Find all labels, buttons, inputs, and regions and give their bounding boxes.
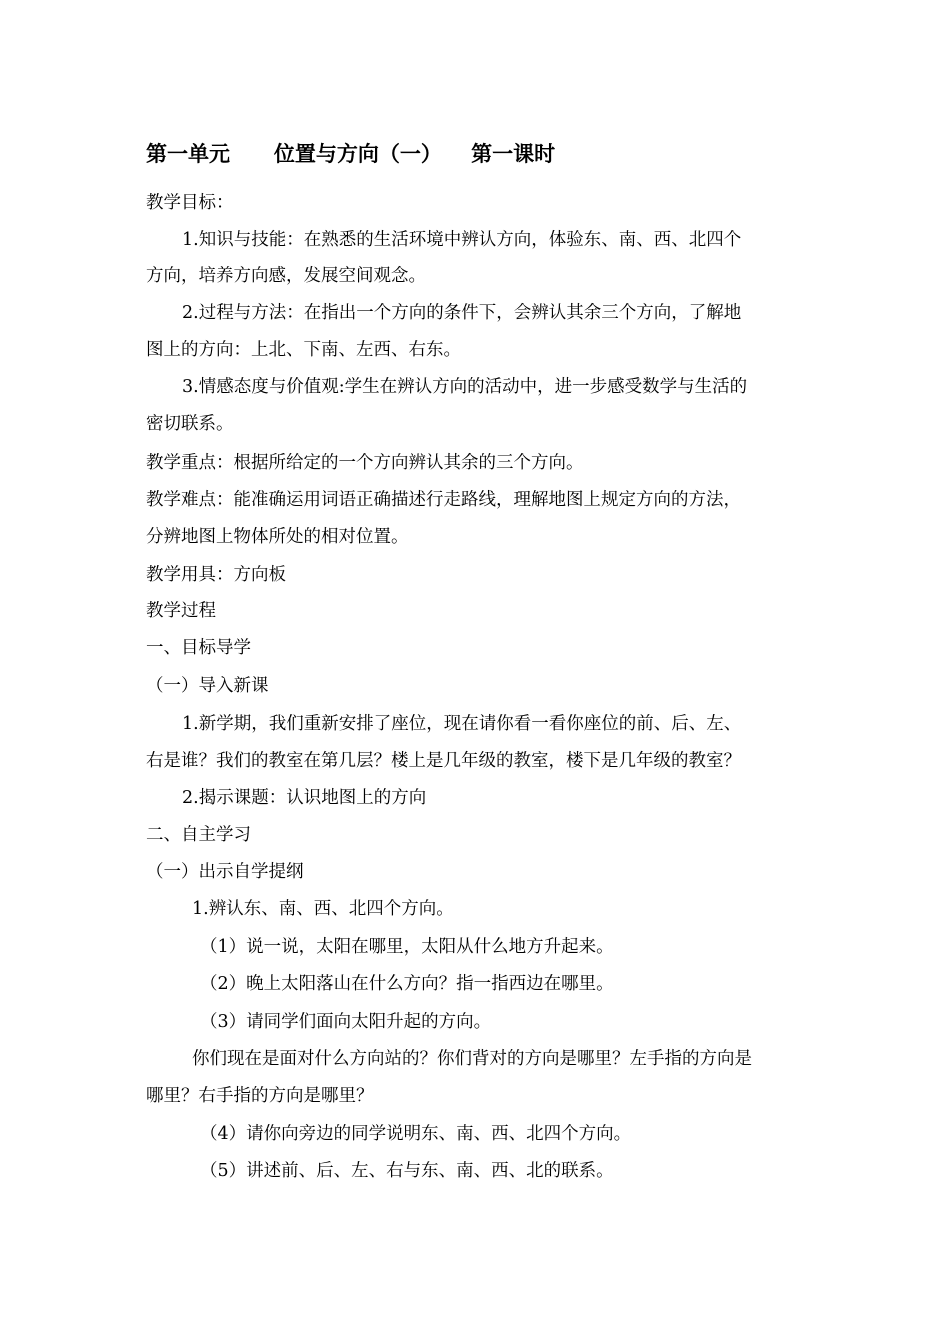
intro-item-1-line-1: 1.新学期，我们重新安排了座位，现在请你看一看你座位的前、后、左、 (182, 714, 742, 734)
goal-2-line-1: 2.过程与方法：在指出一个方向的条件下，会辨认其余三个方向，了解地 (182, 303, 742, 323)
intro-item-2: 2.揭示课题：认识地图上的方向 (182, 788, 427, 808)
teaching-difficulty-line-1: 教学难点：能准确运用词语正确描述行走路线，理解地图上规定方向的方法， (146, 490, 741, 510)
goal-2-line-2: 图上的方向：上北、下南、左西、右东。 (146, 340, 461, 360)
intro-item-1-line-2: 右是谁？我们的教室在第几层？楼上是几年级的教室，楼下是几年级的教室？ (146, 751, 741, 771)
outline-item-1: 1.辨认东、南、西、北四个方向。 (192, 899, 454, 919)
goal-1-line-2: 方向，培养方向感，发展空间观念。 (146, 266, 426, 286)
subsection-1-1-heading: （一）导入新课 (146, 676, 269, 696)
outline-question-line-1: 你们现在是面对什么方向站的？你们背对的方向是哪里？左手指的方向是 (192, 1049, 752, 1069)
outline-question-line-2: 哪里？右手指的方向是哪里？ (146, 1086, 374, 1106)
outline-sub-4: （4）请你向旁边的同学说明东、南、西、北四个方向。 (200, 1124, 632, 1144)
goal-1-line-1: 1.知识与技能：在熟悉的生活环境中辨认方向，体验东、南、西、北四个 (182, 230, 742, 250)
teaching-key-point: 教学重点：根据所给定的一个方向辨认其余的三个方向。 (146, 453, 584, 473)
outline-sub-2: （2）晚上太阳落山在什么方向？指一指西边在哪里。 (200, 974, 614, 994)
outline-sub-5: （5）讲述前、后、左、右与东、南、西、北的联系。 (200, 1161, 614, 1181)
teaching-difficulty-line-2: 分辨地图上物体所处的相对位置。 (146, 527, 409, 547)
goal-3-line-2: 密切联系。 (146, 414, 234, 434)
section-1-heading: 一、目标导学 (146, 638, 251, 658)
goal-3-line-1: 3.情感态度与价值观:学生在辨认方向的活动中，进一步感受数学与生活的 (182, 377, 748, 397)
section-teaching-goals: 教学目标： (146, 193, 234, 213)
lesson-title: 第一单元 位置与方向（一） 第一课时 (146, 141, 556, 166)
teaching-tools: 教学用具：方向板 (146, 565, 286, 585)
outline-sub-1: （1）说一说，太阳在哪里，太阳从什么地方升起来。 (200, 937, 614, 957)
teaching-process-heading: 教学过程 (146, 601, 216, 621)
outline-sub-3: （3）请同学们面向太阳升起的方向。 (200, 1012, 492, 1032)
section-2-heading: 二、自主学习 (146, 825, 251, 845)
subsection-2-1-heading: （一）出示自学提纲 (146, 862, 304, 882)
